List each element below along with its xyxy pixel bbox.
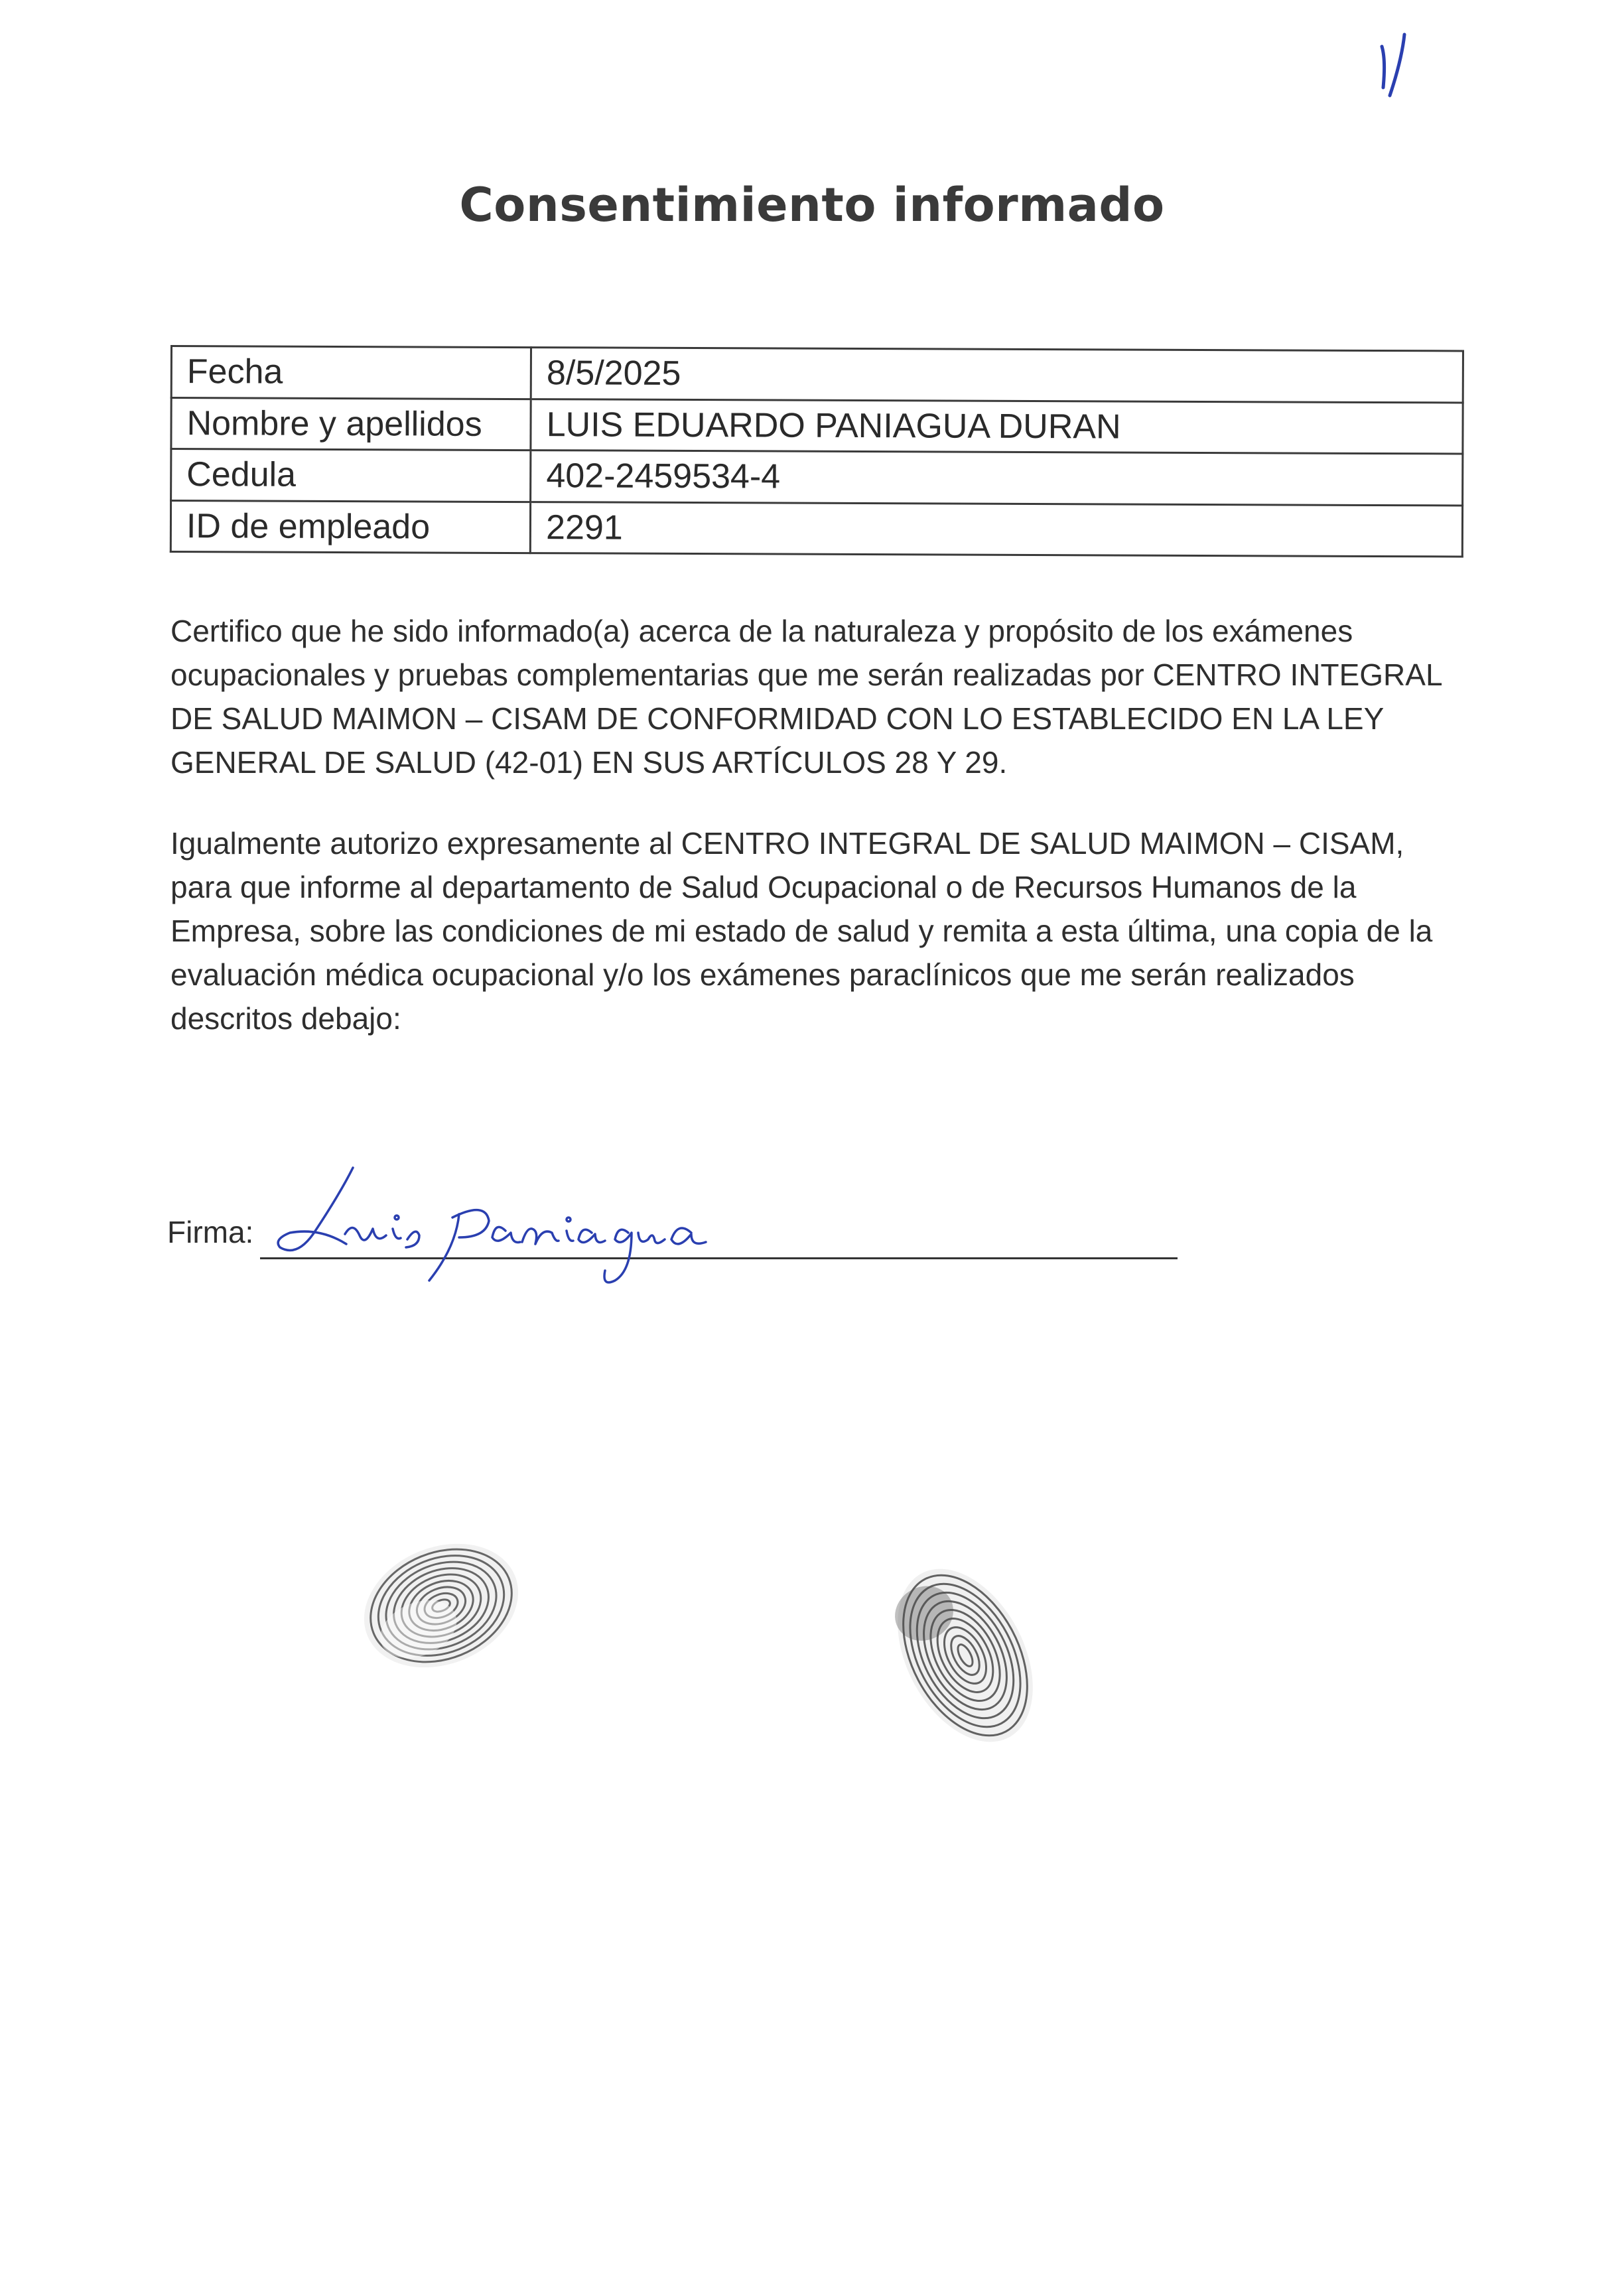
page-number-mark	[1363, 27, 1423, 100]
consent-paragraph-authorization: Igualmente autorizo expresamente al CENTRO INTEGRAL DE SALUD MAIMON – CISAM, para que informe al departamento de Salud Ocupacional o de Recursos Humanos de la Empresa, sobre las condiciones de mi estado de salud y remita a esta última, una copia de la evaluación médica ocupacional y/o los exámenes paraclínicos que me serán realizados descritos debajo:	[170, 826, 1433, 1036]
document-title: Consentimiento informado	[459, 178, 1165, 232]
field-value-nombre: LUIS EDUARDO PANIAGUA DURAN	[531, 399, 1463, 454]
field-label-nombre: Nombre y apellidos	[171, 397, 531, 451]
signature-section	[167, 1154, 1189, 1300]
field-label-cedula: Cedula	[171, 449, 531, 502]
field-value-fecha: 8/5/2025	[531, 348, 1463, 403]
table-row	[170, 500, 1462, 557]
field-value-cedula: 402-2459534-4	[531, 451, 1463, 506]
table-row	[171, 449, 1463, 506]
field-value-id-empleado: 2291	[530, 502, 1462, 557]
fingerprint-right-image	[876, 1546, 1055, 1765]
consent-paragraph-certification: Certifico que he sido informado(a) acerca de la naturaleza y propósito de los exámenes ocupacionales y pruebas complementarias que me serán realizadas por CENTRO INTEGRAL DE SALUD MAIMON – CISAM DE CONFORMIDAD CON LO ESTABLECIDO EN LA LEY GENERAL DE SALUD (42-01) EN SUS ARTÍCULOS 28 Y 29.	[170, 614, 1442, 780]
fingerprint-left-image	[345, 1519, 537, 1692]
table-row	[171, 397, 1463, 454]
field-label-fecha: Fecha	[171, 346, 531, 399]
handwritten-signature	[260, 1154, 897, 1300]
table-row	[171, 346, 1463, 403]
signature-label: Firma:	[167, 1215, 254, 1249]
employee-info-table	[170, 345, 1464, 557]
field-label-id-empleado: ID de empleado	[170, 500, 530, 553]
